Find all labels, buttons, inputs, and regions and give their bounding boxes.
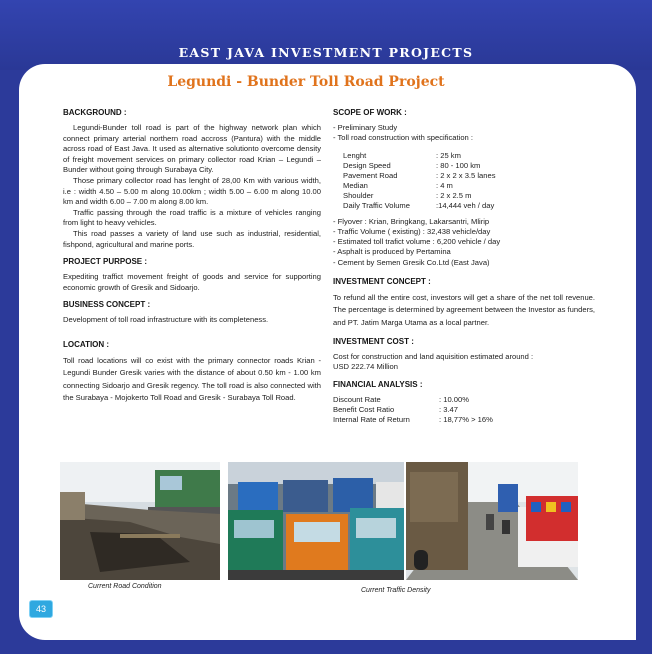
scope-heading: SCOPE OF WORK : bbox=[333, 108, 407, 117]
spec-label: Design Speed bbox=[343, 161, 391, 171]
project-purpose-text: Expediting traffict movement freight of goods and service for supporting economic growth of Gresik and Sidoarjo. bbox=[63, 272, 321, 292]
page-number-badge: 43 bbox=[29, 600, 53, 618]
road-condition-caption: Current Road Condition bbox=[88, 583, 162, 590]
right-column bbox=[333, 108, 595, 425]
list-item: - Preliminary Study bbox=[333, 123, 398, 132]
financial-value: : 3.47 bbox=[439, 404, 458, 414]
spec-value: : 25 km bbox=[436, 151, 461, 161]
location-heading: LOCATION : bbox=[63, 339, 110, 349]
spec-label: Lenght bbox=[343, 151, 367, 161]
financial-label: Internal Rate of Return bbox=[333, 414, 410, 424]
business-concept-text: Development of toll road infrastructure with its completeness. bbox=[63, 315, 269, 325]
background-heading: BACKGROUND : bbox=[63, 108, 127, 117]
list-item: - Toll road construction with specification : bbox=[333, 133, 473, 143]
project-purpose-heading: PROJECT PURPOSE : bbox=[63, 257, 148, 267]
list-item: - Flyover : Krian, Bringkang, Lakarsantri, Mlirip bbox=[333, 216, 490, 226]
background-paragraph-3: Traffic passing through the road traffic is a mixture of vehicles ranging from light to heavy vehicles. bbox=[63, 207, 321, 228]
spec-table bbox=[343, 151, 595, 210]
spec-value: :14,444 veh / day bbox=[436, 200, 495, 210]
road-condition-photo bbox=[60, 462, 220, 580]
traffic-density-photo-2 bbox=[406, 462, 578, 580]
project-title: Legundi - Bunder Toll Road Project bbox=[167, 74, 445, 90]
banner-title: EAST JAVA INVESTMENT PROJECTS bbox=[178, 45, 474, 60]
list-item: - Asphalt is produced by Pertamina bbox=[333, 247, 451, 257]
financial-value: : 18,77% > 16% bbox=[439, 414, 493, 424]
list-item: - Cement by Semen Gresik Co.Ltd (East Java) bbox=[333, 257, 490, 267]
financial-label: Discount Rate bbox=[333, 394, 381, 404]
spec-label: Shoulder bbox=[343, 191, 374, 201]
investment-cost-heading: INVESTMENT COST : bbox=[333, 336, 414, 346]
financial-analysis-heading: FINANCIAL ANALYSIS : bbox=[333, 379, 423, 389]
financial-table bbox=[333, 395, 595, 425]
investment-concept-heading: INVESTMENT CONCEPT : bbox=[333, 276, 431, 286]
list-item: - Traffic Volume ( existing) : 32,438 vehicle/day bbox=[333, 227, 491, 237]
location-text: Toll road locations will co exist with the primary connector roads Krian - Legundi Bunder Gresik varies with the distance of about 0.50 km - 1.00 km connecting Sidoarjo and Gresik regency. The toll road is also connected with the Surabaya - Mojokerto Toll Road and Gresik - Surabaya Toll Road. bbox=[63, 355, 321, 403]
background-paragraph-4: This road passes a variety of land use such as industrial, residential, fishpond, agricultural and marine ports. bbox=[63, 228, 321, 249]
traffic-density-photo-1 bbox=[228, 462, 404, 580]
spec-value: : 2 x 2 x 3.5 lanes bbox=[436, 171, 496, 181]
spec-value: : 4 m bbox=[436, 181, 453, 191]
investment-cost-line-1: Cost for construction and land aquisition estimated around : bbox=[333, 351, 534, 361]
investment-concept-text: To refund all the entire cost, investors will get a share of the net toll revenue. The percentage is determined by agreement between the Investor as funders, and PT. Jatim Marga Utama as a local partner. bbox=[333, 292, 595, 328]
spec-value: : 80 - 100 km bbox=[436, 161, 481, 171]
scope-list bbox=[333, 123, 595, 143]
background-paragraph-1: Legundi-Bunder toll road is part of the highway network plan which connect primary arterial northern road accross (Pantura) with the middle across road of East Java. It used as alternative solutionto overcome density of freight movement services on primary collector road Krian – Legundi – Bunder without going through Surabaya City. bbox=[63, 123, 321, 175]
financial-label: Benefit Cost Ratio bbox=[333, 404, 395, 414]
scope-list-2 bbox=[333, 217, 595, 268]
financial-value: : 10.00% bbox=[439, 394, 469, 404]
spec-value: : 2 x 2.5 m bbox=[436, 191, 472, 201]
spec-label: Pavement Road bbox=[343, 171, 398, 181]
spec-label: Median bbox=[343, 181, 368, 191]
business-concept-heading: BUSINESS CONCEPT : bbox=[63, 300, 151, 310]
list-item: - Estimated toll trafict volume : 6,200 vehicle / day bbox=[333, 237, 501, 247]
spec-label: Daily Traffic Volume bbox=[343, 200, 410, 210]
traffic-density-caption: Current Traffic Density bbox=[361, 587, 431, 594]
investment-cost-line-2: USD 222.74 Million bbox=[333, 362, 398, 372]
left-column bbox=[63, 108, 321, 405]
background-paragraph-2: Those primary collector road has lenght of 28,00 Km with various width, i.e : width 4.50 – 5.00 m along 10.00km ; width 5.00 – 6.00 m along 10.00 km and width 6.00 – 7.00 m along 8.00 km. bbox=[63, 175, 321, 207]
